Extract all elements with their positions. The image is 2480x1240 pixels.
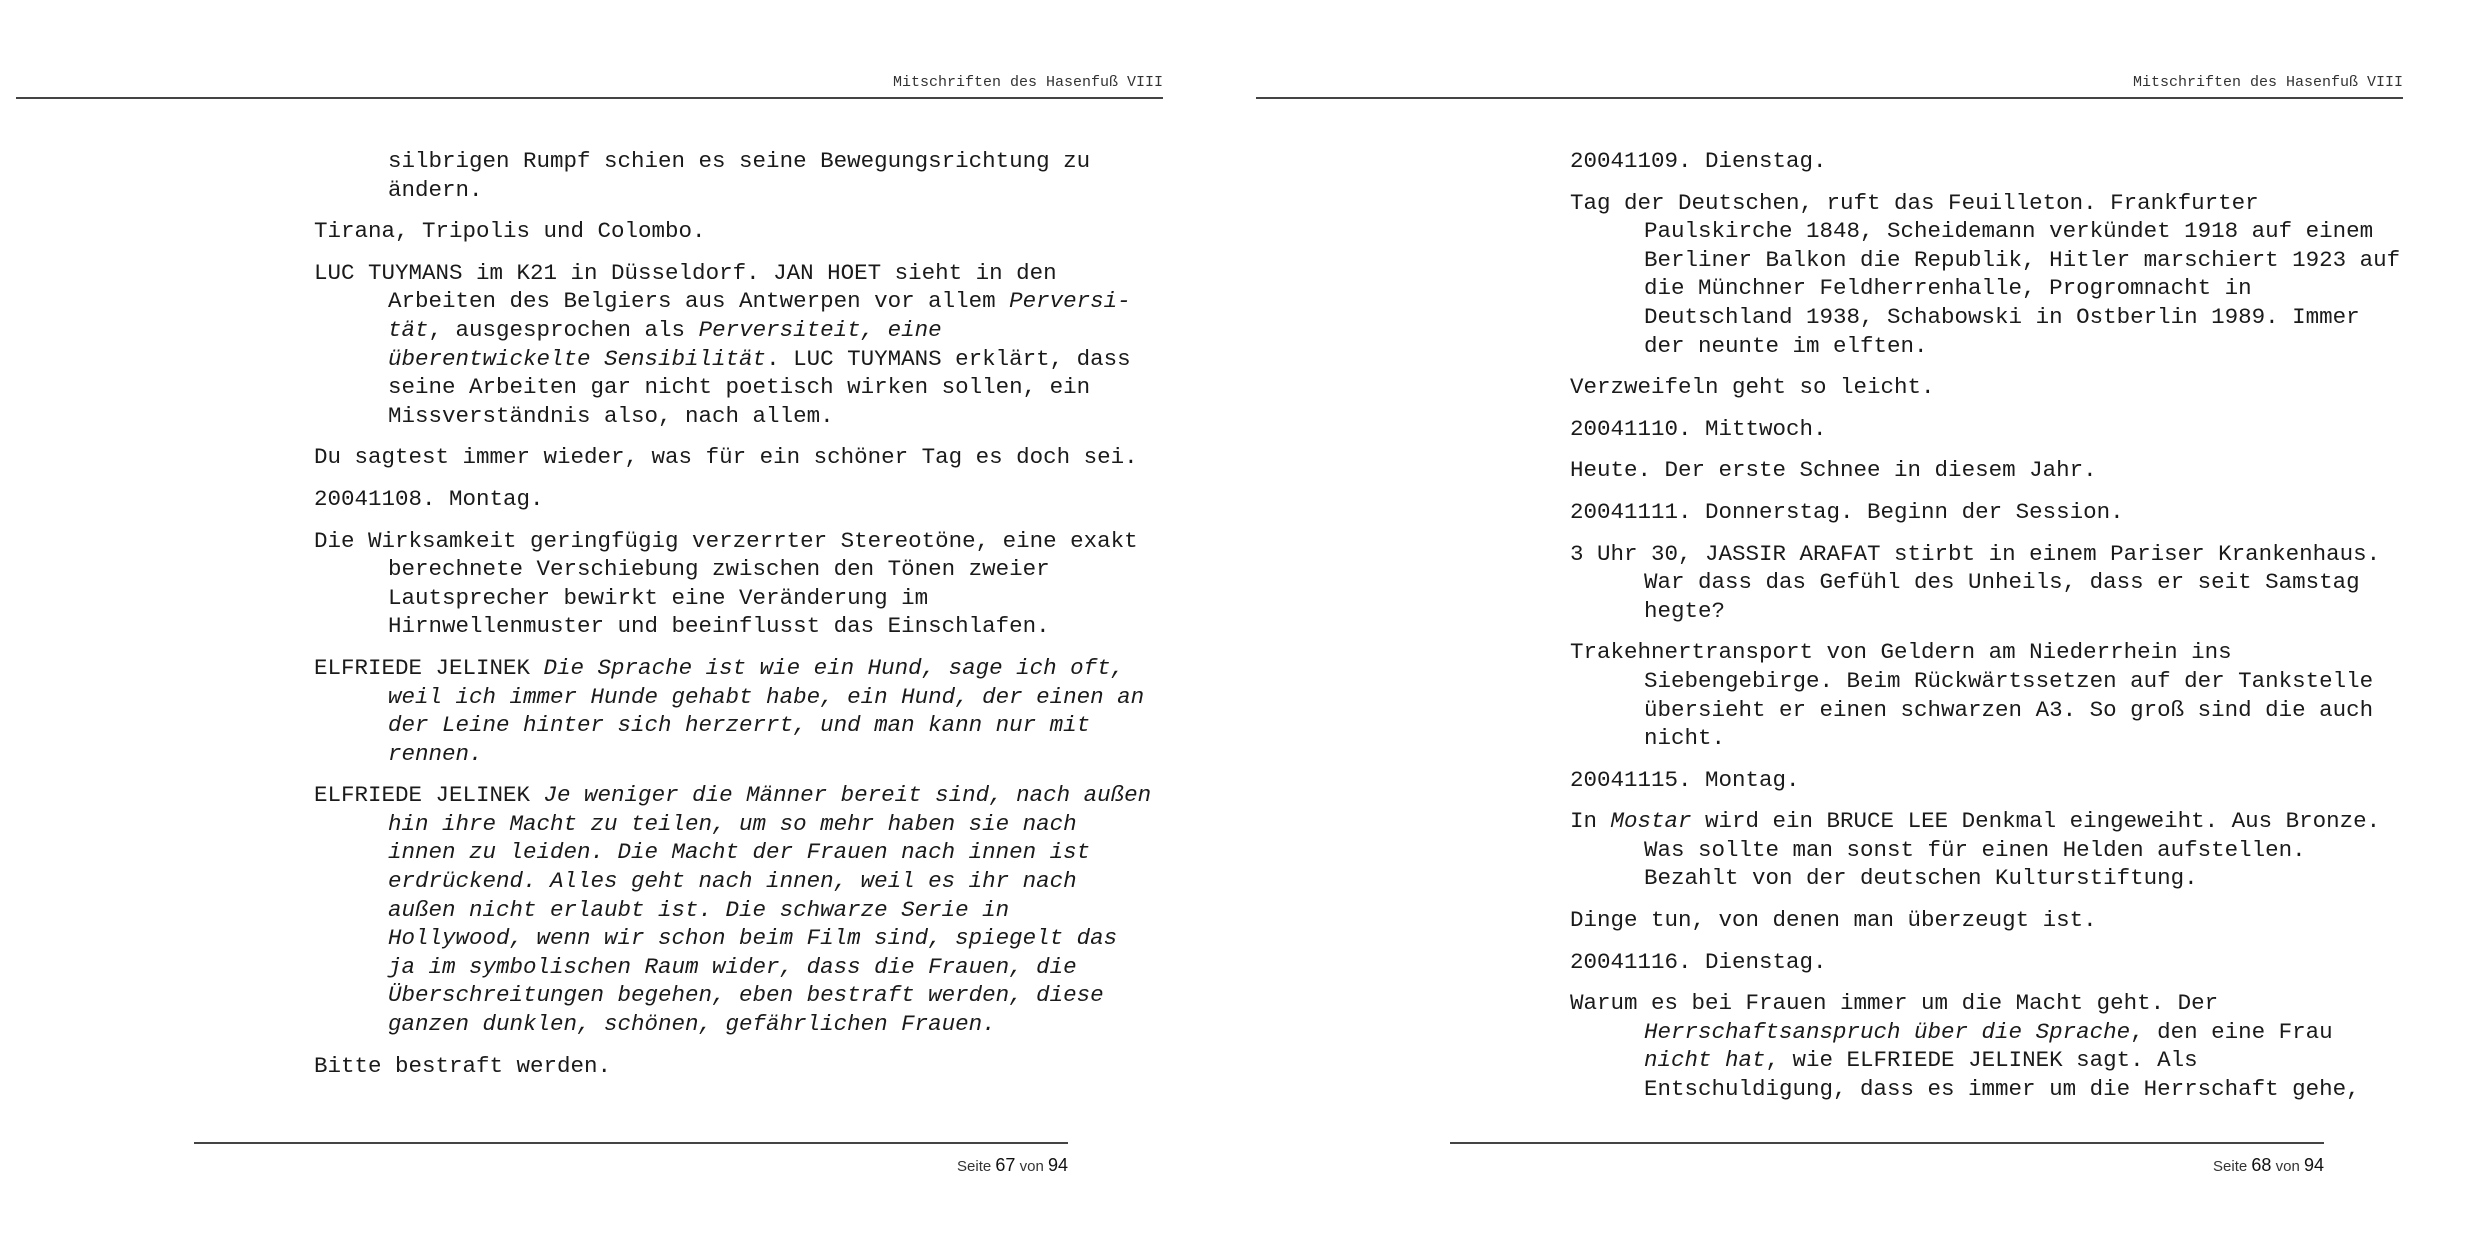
text-paragraph xyxy=(1570,948,2410,977)
text-span: Du sagtest immer wieder, was für ein schöner Tag es doch sei. xyxy=(314,444,1138,471)
text-paragraph xyxy=(1570,189,2410,361)
text-span: , ausgesprochen als xyxy=(428,316,699,343)
footer-rule xyxy=(1450,1142,2324,1144)
running-header: Mitschriften des Hasenfuß VIII xyxy=(892,74,1163,91)
text-span: 20041110. Mittwoch. xyxy=(1570,415,1827,442)
page-number: 67 xyxy=(995,1155,1016,1175)
text-span: Tag der Deutschen, ruft das Feuilleton. Frankfurter Paulskirche 1848, Scheidemann verkündet 1918 auf einem Berliner Balkon die Republik, Hitler marschiert 1923 auf die Münchner Feldherrenhalle, Progromnacht in Deutschland 1938, Schabowski in Ostberlin 1989. Immer der neunte im elften. xyxy=(1570,189,2401,359)
header-rule xyxy=(1256,97,2403,99)
italic-text: Die Sprache ist wie ein Hund, sage ich oft, weil ich immer Hunde gehabt habe, ein Hund, der einen an der Leine hinter sich herzerrt, und man kann nur mit rennen. xyxy=(388,654,1145,767)
text-span: ELFRIEDE JELINEK xyxy=(314,782,544,809)
footer-prefix: Seite xyxy=(957,1158,992,1175)
text-span: silbrigen Rumpf schien es seine Bewegungsrichtung zu ändern. xyxy=(388,148,1091,203)
text-paragraph xyxy=(314,147,1154,204)
text-paragraph xyxy=(1570,147,2410,176)
text-span: 20041111. Donnerstag. Beginn der Session. xyxy=(1570,498,2124,525)
running-header: Mitschriften des Hasenfuß VIII xyxy=(2132,74,2403,91)
text-span: In xyxy=(1570,808,1611,835)
text-paragraph xyxy=(314,259,1154,431)
text-paragraph xyxy=(314,443,1154,472)
text-span: 20041109. Dienstag. xyxy=(1570,148,1827,174)
page-footer xyxy=(1450,1155,2324,1176)
italic-text: Perversi-tät xyxy=(388,288,1131,343)
text-span: Dinge tun, von denen man überzeugt ist. xyxy=(1570,907,2097,934)
italic-text: nicht hat xyxy=(1644,1047,1766,1074)
footer-prefix: Seite xyxy=(2213,1158,2248,1175)
text-paragraph xyxy=(1570,498,2410,527)
text-span: 20041115. Montag. xyxy=(1570,766,1800,793)
text-paragraph xyxy=(314,654,1154,768)
text-span: 20041116. Dienstag. xyxy=(1570,948,1827,975)
page-total: 94 xyxy=(1047,1155,1068,1175)
text-span: , wie ELFRIEDE JELINEK sagt. Als Entschuldigung, dass es immer um die Herrschaft gehe, xyxy=(1644,1047,2360,1103)
footer-separator: von xyxy=(2275,1158,2300,1175)
text-paragraph xyxy=(314,527,1154,641)
text-paragraph xyxy=(1570,540,2410,626)
page-footer xyxy=(194,1155,1068,1176)
header-rule xyxy=(16,97,1163,99)
text-span: Warum es bei Frauen immer um die Macht geht. Der xyxy=(1570,990,2219,1017)
text-paragraph xyxy=(1570,415,2410,444)
page-number: 68 xyxy=(2251,1155,2272,1175)
text-paragraph xyxy=(1570,807,2410,893)
text-paragraph xyxy=(1570,373,2410,402)
page-body xyxy=(1570,147,2410,1117)
text-paragraph xyxy=(1570,989,2410,1103)
text-span: 20041108. Montag. xyxy=(314,485,544,512)
text-span: 3 Uhr 30, JASSIR ARAFAT stirbt in einem Pariser Krankenhaus. War dass das Gefühl des Unheils, dass er seit Samstag hegte? xyxy=(1570,540,2381,624)
text-paragraph xyxy=(314,781,1154,1038)
text-span: LUC TUYMANS im K21 in Düsseldorf. JAN HOET sieht in den Arbeiten des Belgiers aus Antwerpen vor allem xyxy=(314,259,1057,315)
text-span: wird ein BRUCE LEE Denkmal eingeweiht. Aus Bronze. Was sollte man sonst für einen Helden aufstellen. Bezahlt von der deutschen Kulturstiftung. xyxy=(1644,808,2381,892)
text-paragraph xyxy=(314,217,1154,246)
footer-rule xyxy=(194,1142,1068,1144)
page-body xyxy=(314,147,1154,1093)
text-span: Trakehnertransport von Geldern am Niederrhein ins Siebengebirge. Beim Rückwärtssetzen auf der Tankstelle übersieht er einen schwarzen A3. So groß sind die auch nicht. xyxy=(1570,639,2374,752)
footer-separator: von xyxy=(1019,1158,1044,1175)
italic-text: Herrschaftsanspruch über die Sprache xyxy=(1644,1018,2131,1045)
text-span: Bitte bestraft werden. xyxy=(314,1052,612,1079)
text-span: ELFRIEDE JELINEK xyxy=(314,654,544,681)
page-total: 94 xyxy=(2303,1155,2324,1175)
italic-text: Perversiteit, eine überentwickelte Sensibilität xyxy=(388,316,942,372)
text-span: Verzweifeln geht so leicht. xyxy=(1570,374,1935,401)
text-paragraph xyxy=(1570,638,2410,752)
text-paragraph xyxy=(1570,766,2410,795)
italic-text: Je weniger die Männer bereit sind, nach außen hin ihre Macht zu teilen, um so mehr haben sie nach innen zu leiden. Die Macht der Frauen nach innen ist erdrückend. Alles geht nach innen, weil es ihr nach außen nicht erlaubt ist. Die schwarze Serie in Hollywood, wenn wir schon beim Film sind, spiegelt das ja im symbolischen Raum wider, dass die Frauen, die Überschreitungen begehen, eben bestraft werden, diese ganzen dunklen, schönen, gefährlichen Frauen. xyxy=(388,782,1152,1038)
text-paragraph xyxy=(314,1052,1154,1081)
text-span: Tirana, Tripolis und Colombo. xyxy=(314,218,706,245)
text-span: Die Wirksamkeit geringfügig verzerrter Stereotöne, eine exakt berechnete Verschiebung zwischen den Tönen zweier Lautsprecher bewirkt eine Veränderung im Hirnwellenmuster und beeinflusst das Einschlafen. xyxy=(314,527,1138,640)
text-paragraph xyxy=(314,485,1154,514)
right-page xyxy=(1240,0,2480,1240)
text-paragraph xyxy=(1570,906,2410,935)
text-span: . LUC TUYMANS erklärt, dass seine Arbeiten gar nicht poetisch wirken sollen, ein Missverständnis also, nach allem. xyxy=(388,345,1131,429)
text-span: , den eine Frau xyxy=(2130,1018,2333,1045)
italic-text: Mostar xyxy=(1610,808,1692,835)
text-span: Heute. Der erste Schnee in diesem Jahr. xyxy=(1570,457,2097,484)
text-paragraph xyxy=(1570,456,2410,485)
